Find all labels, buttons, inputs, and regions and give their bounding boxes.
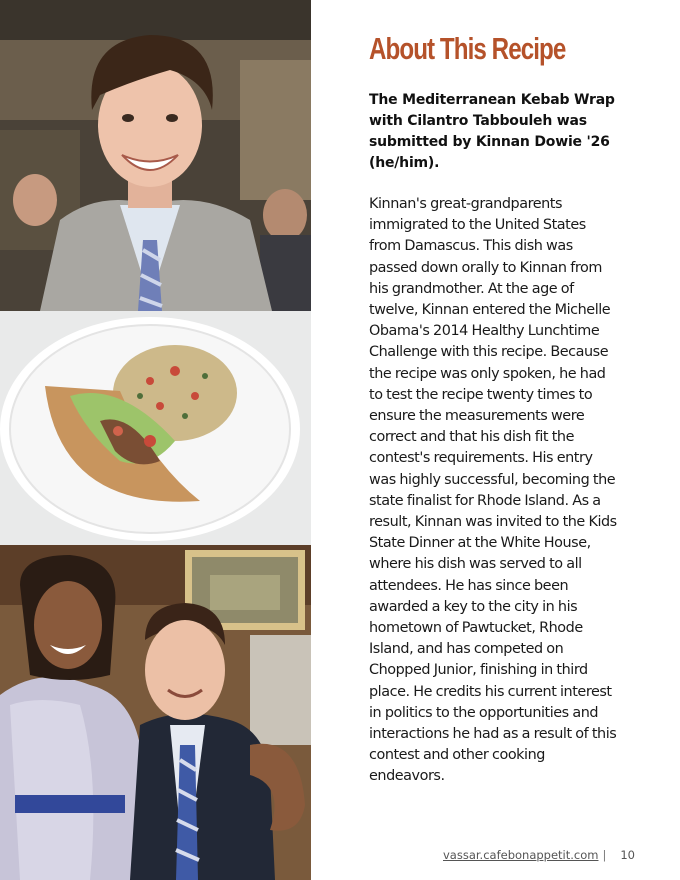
article bbox=[369, 30, 619, 788]
footer-separator: | bbox=[602, 848, 607, 862]
body-paragraph: Kinnan's great-grandparents immigrated to the United States from Damascus. This dish was passed down orally to Kinnan from his grandmother. At the age of twelve, Kinnan entered the Michelle Obama's 2014 Healthy Lunchtime Challenge with this recipe. Because the recipe was only spoken, he had to test the recipe twenty times to ensure the measurements were correct and that his dish fit the contest's requirements. His entry was highly successful, becoming the state finalist for Rhode Island. As a result, Kinnan was invited to the Kids State Dinner at the White House, where his dish was served to all attendees. He has since been awarded a key to the city in his hometown of Pawtucket, Rhode Island, and has competed on Chopped Junior, finishing in third place. He credits his current interest in politics to the opportunities and interactions he had as a result of this contest and other cooking endeavors. bbox=[369, 196, 617, 785]
portrait-photo bbox=[0, 0, 311, 311]
footer-website-link[interactable]: vassar.cafebonappetit.com bbox=[443, 848, 599, 862]
white-house-photo bbox=[0, 545, 311, 880]
page-footer bbox=[443, 848, 635, 862]
page-number: 10 bbox=[620, 848, 635, 862]
intro-paragraph: The Mediterranean Kebab Wrap with Cilantro Tabbouleh was submitted by Kinnan Dowie '26 (he/him). bbox=[369, 92, 615, 171]
page-title: About This Recipe bbox=[369, 31, 566, 66]
photo-column bbox=[0, 0, 311, 880]
dish-photo bbox=[0, 311, 311, 545]
